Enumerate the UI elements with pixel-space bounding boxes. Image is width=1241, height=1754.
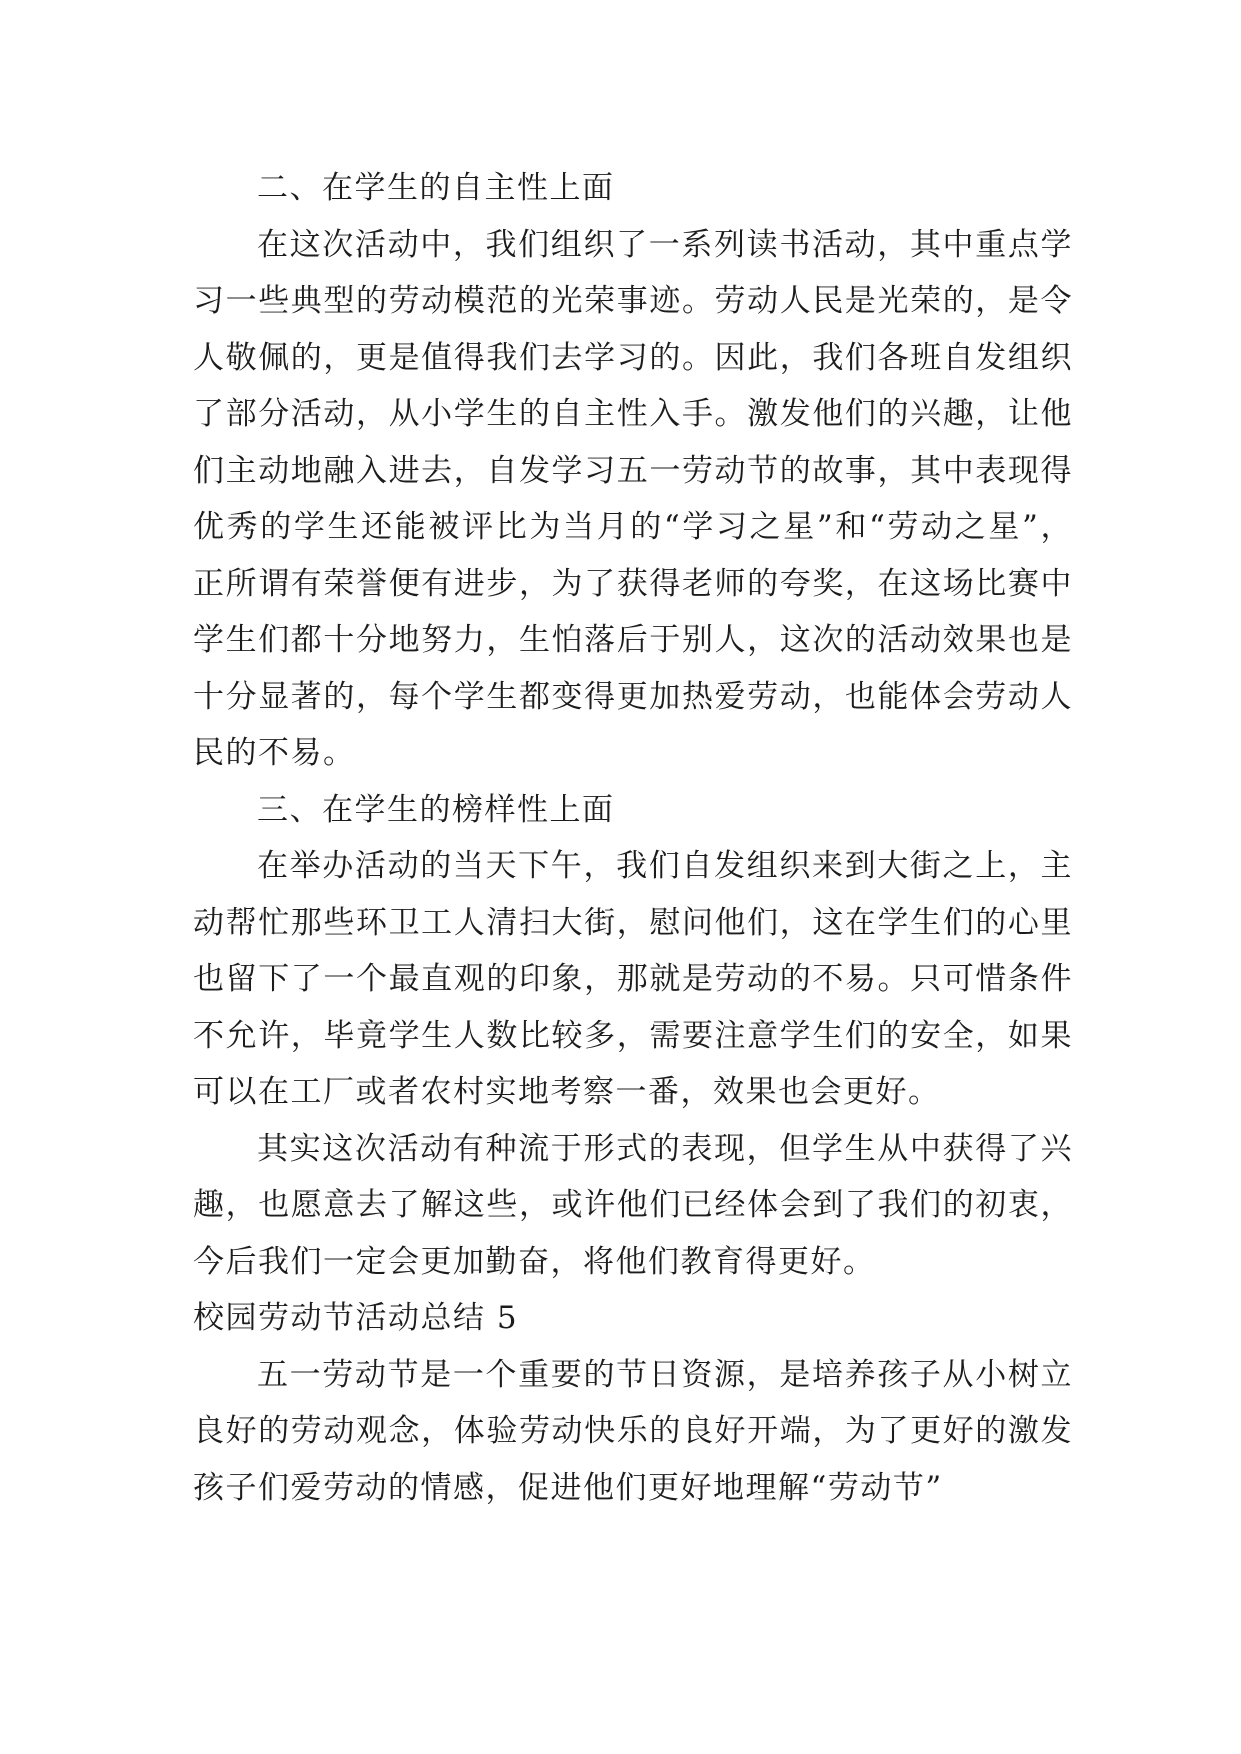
paragraph-autonomy: 在这次活动中，我们组织了一系列读书活动，其中重点学习一些典型的劳动模范的光荣事迹。劳动人民是光荣的，是令人敬佩的，更是值得我们去学习的。因此，我们各班自发组织了部分活动，从小学生的自主性入手。激发他们的兴趣，让他们主动地融入进去，自发学习五一劳动节的故事，其中表现得优秀的学生还能被评比为当月的“学习之星”和“劳动之星”，正所谓有荣誉便有进步，为了获得老师的夸奖，在这场比赛中学生们都十分地努力，生怕落后于别人，这次的活动效果也是十分显著的，每个学生都变得更加热爱劳动，也能体会劳动人民的不易。 — [193, 226, 1073, 771]
summary-title: 校园劳动节活动总结 5 — [193, 1300, 519, 1336]
section-heading-role-model: 三、在学生的榜样性上面 — [257, 791, 615, 828]
paragraph-role-model: 在举办活动的当天下午，我们自发组织来到大街之上，主动帮忙那些环卫工人清扫大街，慰问他们，这在学生们的心里也留下了一个最直观的印象，那就是劳动的不易。只可惜条件不允许，毕竟学生人数比较多，需要注意学生们的安全，如果可以在工厂或者农村实地考察一番，效果也会更好。 — [193, 848, 1073, 1110]
document-body — [193, 160, 1073, 1516]
section-heading-autonomy: 二、在学生的自主性上面 — [257, 170, 615, 206]
paragraph-summary-intro: 五一劳动节是一个重要的节日资源，是培养孩子从小树立良好的劳动观念，体验劳动快乐的良好开端，为了更好的激发孩子们爱劳动的情感，促进他们更好地理解“劳动节” — [193, 1356, 1073, 1506]
paragraph-closing: 其实这次活动有种流于形式的表现，但学生从中获得了兴趣，也愿意去了解这些，或许他们已经体会到了我们的初衷，今后我们一定会更加勤奋，将他们教育得更好。 — [193, 1130, 1073, 1280]
